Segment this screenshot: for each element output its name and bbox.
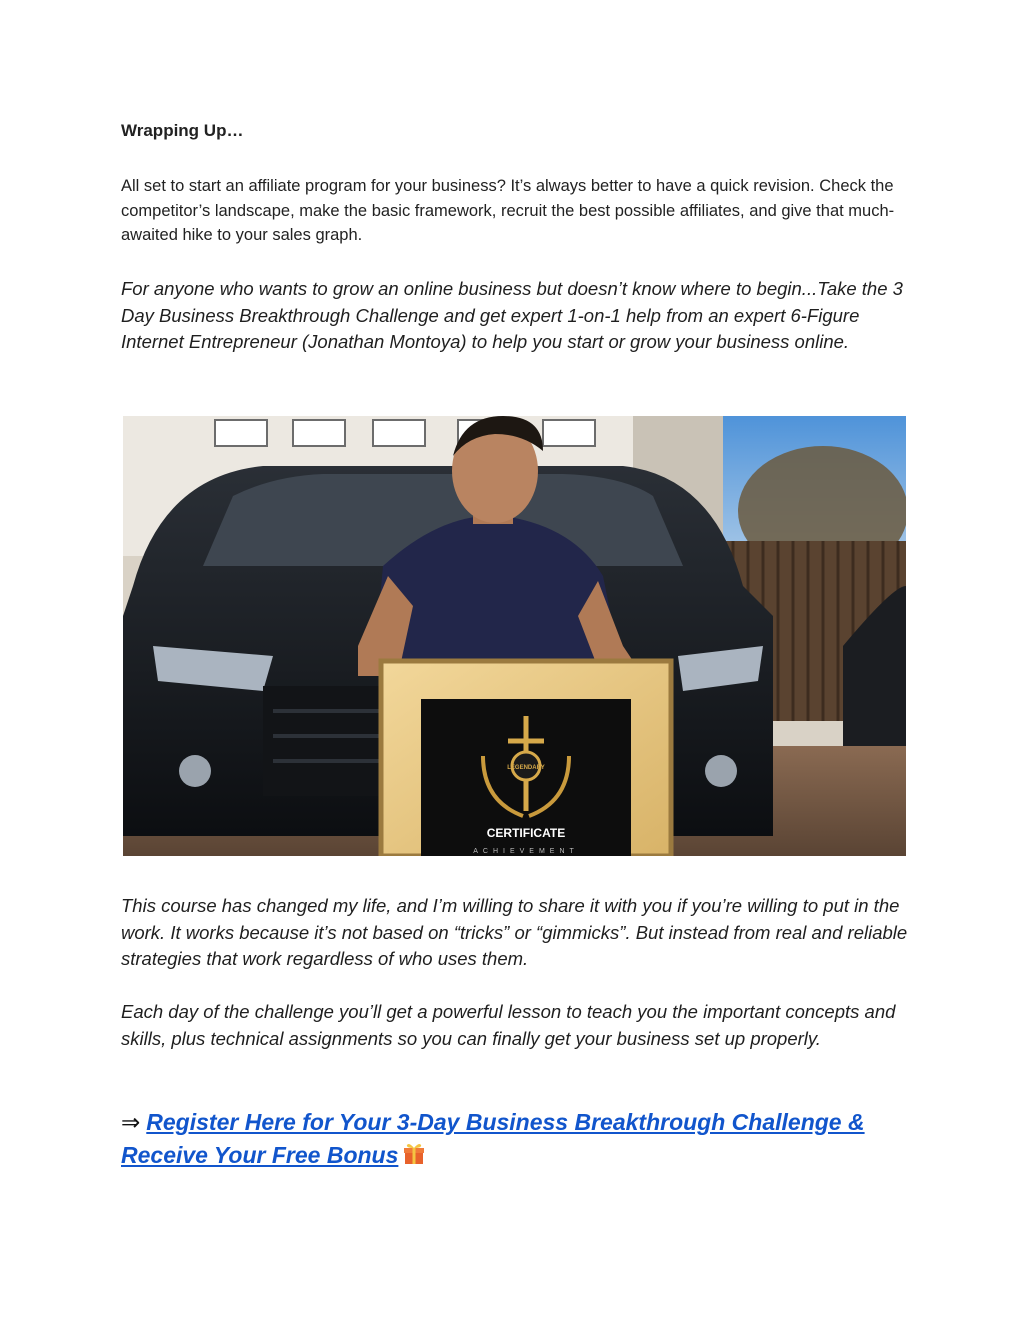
- pitch-paragraph: For anyone who wants to grow an online business but doesn’t know where to begin...Take the 3 Day Business Breakthrough Challenge and get expert 1-on-1 help from an expert 6-Figure Internet Entrepreneur (Jonathan Montoya) to help you start or grow your business online.: [121, 278, 903, 352]
- certificate-title: CERTIFICATE: [486, 826, 566, 840]
- section-heading: Wrapping Up…: [121, 121, 244, 140]
- register-link[interactable]: [121, 1109, 865, 1168]
- intro-paragraph: All set to start an affiliate program for your business? It’s always better to have a quick revision. Check the competitor’s landscape, make the basic framework, recruit the best possible affiliates, and give that much-awaited hike to your sales graph.: [121, 177, 895, 244]
- details-paragraph: Each day of the challenge you’ll get a powerful lesson to teach you the important concepts and skills, plus technical assignments so you can finally get your business set up properly.: [121, 1001, 896, 1049]
- certificate-subtitle: ACHIEVEMENT: [473, 848, 579, 855]
- entrepreneur-photo: [123, 416, 906, 856]
- register-link-text[interactable]: Register Here for Your 3-Day Business Breakthrough Challenge & Receive Your Free Bonus: [121, 1109, 865, 1168]
- gift-icon: [402, 1142, 426, 1175]
- badge-text: LEGENDARY: [507, 765, 545, 771]
- arrow-icon: ⇒: [121, 1109, 141, 1135]
- testimonial-paragraph: This course has changed my life, and I’m willing to share it with you if you’re willing to put in the work. It works because it’s not based on “tricks” or “gimmicks”. But instead from real and reliable strategies that work regardless of who uses them.: [121, 895, 908, 969]
- cta-block: [121, 1106, 911, 1175]
